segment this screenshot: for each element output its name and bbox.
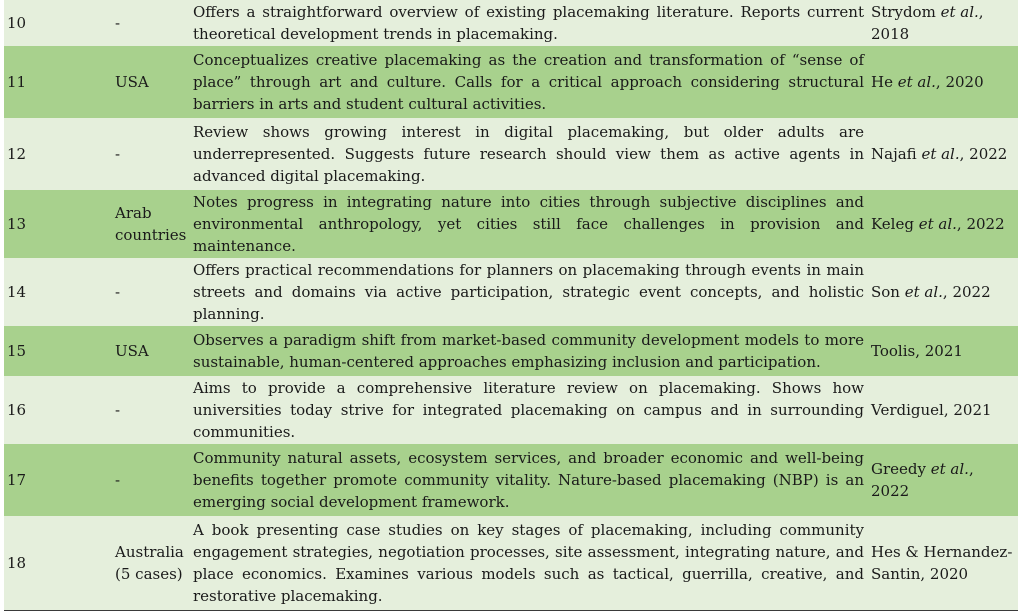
country-line: - — [115, 14, 121, 32]
table-body — [4, 0, 1018, 610]
country-cell — [112, 444, 189, 516]
table-row — [4, 258, 1018, 326]
finding-cell: Notes progress in integrating nature into cities through subjective disciplines and environmental anthropology, yet cities still face challenges in provision and maintenance. — [189, 190, 868, 258]
row-number-cell: 14 — [4, 258, 112, 326]
table-row — [4, 46, 1018, 118]
finding-cell: A book presenting case studies on key stages of placemaking, including community engagement strategies, negotiation processes, site assessment, integrating nature, and place economics. Examines various models such as tactical, guerrilla, creative, and restorative placemaking. — [189, 516, 868, 610]
table-row — [4, 376, 1018, 444]
country-cell — [112, 326, 189, 376]
finding-cell: Offers practical recommendations for planners on placemaking through events in main streets and domains via active participation, strategic event concepts, and holistic planning. — [189, 258, 868, 326]
finding-cell: Conceptualizes creative placemaking as the creation and transformation of “sense of place” through art and culture. Calls for a critical approach considering structural barriers in arts and student cultural activities. — [189, 46, 868, 118]
row-number-cell: 16 — [4, 376, 112, 444]
country-line: Australia — [115, 542, 184, 561]
reference-year: , 2022 — [871, 460, 974, 500]
finding-cell: Review shows growing interest in digital placemaking, but older adults are underrepresented. Suggests future research should view them as active agents in advanced digital placemaking. — [189, 118, 868, 190]
reference-cell — [868, 516, 1018, 610]
reference-cell — [868, 46, 1018, 118]
finding-cell: Aims to provide a comprehensive literature review on placemaking. Shows how universities today strive for integrated placemaking on campus and in surrounding communities. — [189, 376, 868, 444]
literature-table-container — [4, 0, 1018, 611]
table-row — [4, 516, 1018, 610]
row-number-cell: 15 — [4, 326, 112, 376]
row-number-cell: 10 — [4, 0, 112, 46]
reference-year: , 2022 — [959, 145, 1008, 163]
reference-cell — [868, 258, 1018, 326]
reference-year: , 2022 — [956, 215, 1005, 233]
country-cell — [112, 516, 189, 610]
country-cell — [112, 46, 189, 118]
reference-cell — [868, 190, 1018, 258]
row-number-cell: 13 — [4, 190, 112, 258]
country-line: (5 cases) — [115, 564, 183, 583]
reference-author: Najafi — [871, 145, 917, 163]
table-row — [4, 0, 1018, 46]
country-cell — [112, 258, 189, 326]
reference-author: Keleg — [871, 215, 914, 233]
row-number-cell: 18 — [4, 516, 112, 610]
country-cell — [112, 118, 189, 190]
reference-author: Greedy — [871, 460, 926, 478]
reference-author: Son — [871, 283, 900, 301]
country-line: - — [115, 401, 121, 419]
reference-author: Verdiguel, 2021 — [871, 401, 992, 419]
country-line: countries — [115, 226, 187, 244]
reference-cell — [868, 444, 1018, 516]
finding-cell: Observes a paradigm shift from market-based community development models to more sustainable, human-centered approaches emphasizing inclusion and participation. — [189, 326, 868, 376]
reference-cell — [868, 118, 1018, 190]
country-line: - — [115, 283, 121, 301]
country-line: Arab — [115, 204, 152, 222]
reference-et-al: et al. — [899, 283, 943, 301]
table-row — [4, 190, 1018, 258]
table-row — [4, 326, 1018, 376]
reference-et-al: et al. — [892, 73, 936, 91]
literature-review-table — [4, 0, 1018, 611]
country-line: USA — [115, 73, 149, 91]
finding-cell: Community natural assets, ecosystem services, and broader economic and well-being benefits together promote community vitality. Nature-based placemaking (NBP) is an emerging social development framework. — [189, 444, 868, 516]
reference-author: Hes & Hernandez-Santin, 2020 — [871, 542, 1013, 583]
reference-year: , 2018 — [871, 3, 984, 43]
reference-et-al: et al. — [913, 215, 957, 233]
reference-year: , 2020 — [935, 73, 984, 91]
reference-cell — [868, 0, 1018, 46]
table-row — [4, 444, 1018, 516]
table-row — [4, 118, 1018, 190]
reference-author: Toolis, 2021 — [871, 342, 963, 360]
country-cell — [112, 376, 189, 444]
reference-et-al: et al. — [925, 460, 969, 478]
reference-author: He — [871, 73, 893, 91]
country-line: - — [115, 145, 121, 163]
reference-cell — [868, 326, 1018, 376]
row-number-cell: 17 — [4, 444, 112, 516]
country-cell — [112, 190, 189, 258]
country-line: - — [115, 471, 121, 489]
country-line: USA — [115, 342, 149, 360]
reference-author: Strydom — [871, 3, 936, 21]
country-cell — [112, 0, 189, 46]
finding-cell: Offers a straightforward overview of existing placemaking literature. Reports current theoretical development trends in placemaking. — [189, 0, 868, 46]
row-number-cell: 12 — [4, 118, 112, 190]
reference-et-al: et al. — [935, 3, 979, 21]
reference-cell — [868, 376, 1018, 444]
reference-et-al: et al. — [916, 145, 960, 163]
reference-year: , 2022 — [942, 283, 991, 301]
row-number-cell: 11 — [4, 46, 112, 118]
